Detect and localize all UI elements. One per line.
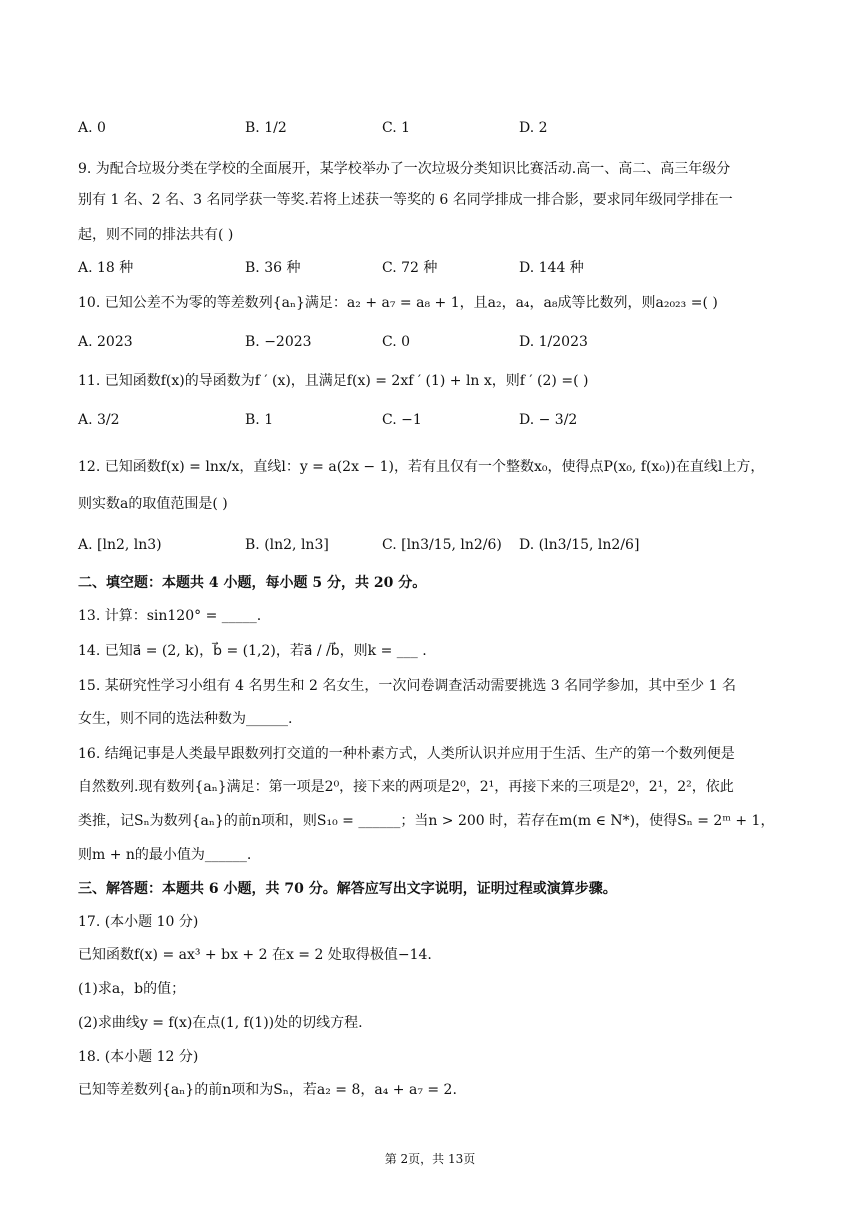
q14-line: 14. 已知a⃗ = (2, k)，b⃗ = (1,2)，若a⃗ / /b⃗，则k = ___ . [78,643,427,659]
q12-option-c: C. [ln3/15, ln2/6) [382,537,502,553]
q15-line-2: 女生，则不同的选法种数为______. [78,711,293,727]
q16-line-4: 则m + n的最小值为______. [78,847,252,863]
q12-option-a: A. [ln2, ln3) [78,537,162,553]
q11-option-b: B. 1 [245,412,274,428]
q16-line-3: 类推，记Sₙ为数列{aₙ}的前n项和，则S₁₀ = ______；当n > 200 时，若存在m(m ∈ N*)，使得Sₙ = 2ᵐ + 1， [78,813,775,829]
q8-option-b: B. 1/2 [245,120,287,136]
q16-line-2: 自然数列.现有数列{aₙ}满足：第一项是2⁰，接下来的两项是2⁰，2¹，再接下来的三项是2⁰，2¹，2²，依此 [78,779,734,795]
q13-line: 13. 计算：sin120° = _____. [78,608,262,624]
section-3-heading: 三、解答题：本题共 6 小题，共 70 分。解答应写出文字说明，证明过程或演算步骤。 [78,881,617,897]
q9-line-1: 9. 为配合垃圾分类在学校的全面展开，某学校举办了一次垃圾分类知识比赛活动.高一、高二、高三年级分 [78,161,731,177]
q10-option-a: A. 2023 [78,334,133,350]
q12-line-1: 12. 已知函数f(x) = lnx/x，直线l：y = a(2x − 1)，若有且仅有一个整数x₀，使得点P(x₀, f(x₀))在直线l上方， [78,459,765,475]
q9-line-3: 起，则不同的排法共有( ) [78,227,234,243]
q9-option-a: A. 18 种 [78,260,134,276]
q10-option-b: B. −2023 [245,334,312,350]
q11-option-c: C. −1 [382,412,422,428]
q8-option-d: D. 2 [519,120,548,136]
q16-line-1: 16. 结绳记事是人类最早跟数列打交道的一种朴素方式，人类所认识并应用于生活、生产的第一个数列便是 [78,746,735,762]
q12-option-b: B. (ln2, ln3] [245,537,329,553]
q10-line-1: 10. 已知公差不为零的等差数列{aₙ}满足：a₂ + a₇ = a₈ + 1，且a₂，a₄，a₈成等比数列，则a₂₀₂₃ =( ) [78,295,718,311]
q11-option-a: A. 3/2 [78,412,120,428]
q11-option-d: D. − 3/2 [519,412,578,428]
q9-option-c: C. 72 种 [382,260,438,276]
q15-line-1: 15. 某研究性学习小组有 4 名男生和 2 名女生，一次问卷调查活动需要挑选 3 名同学参加，其中至少 1 名 [78,678,736,694]
q8-option-a: A. 0 [78,120,106,136]
section-2-heading: 二、填空题：本题共 4 小题，每小题 5 分，共 20 分。 [78,575,427,591]
page-footer: 第 2页，共 13页 [384,1152,476,1166]
q12-line-2: 则实数a的取值范围是( ) [78,496,228,512]
q9-line-2: 别有 1 名、2 名、3 名同学获一等奖.若将上述获一等奖的 6 名同学排成一排合影，要求同年级同学排在一 [78,192,733,208]
q18-header: 18. (本小题 12 分) [78,1049,199,1065]
q12-option-d: D. (ln3/15, ln2/6] [519,537,640,553]
q9-option-d: D. 144 种 [519,260,584,276]
q9-option-b: B. 36 种 [245,260,301,276]
q18-stem: 已知等差数列{aₙ}的前n项和为Sₙ，若a₂ = 8，a₄ + a₇ = 2. [78,1082,457,1098]
q17-part-2: (2)求曲线y = f(x)在点(1, f(1))处的切线方程. [78,1015,363,1031]
q17-header: 17. (本小题 10 分) [78,914,199,930]
q10-option-d: D. 1/2023 [519,334,588,350]
q10-option-c: C. 0 [382,334,411,350]
q17-part-1: (1)求a，b的值； [78,981,186,997]
q11-line-1: 11. 已知函数f(x)的导函数为f ′ (x)，且满足f(x) = 2xf ′ (1) + ln x，则f ′ (2) =( ) [78,373,589,389]
q8-option-c: C. 1 [382,120,411,136]
q17-stem: 已知函数f(x) = ax³ + bx + 2 在x = 2 处取得极值−14. [78,947,432,963]
